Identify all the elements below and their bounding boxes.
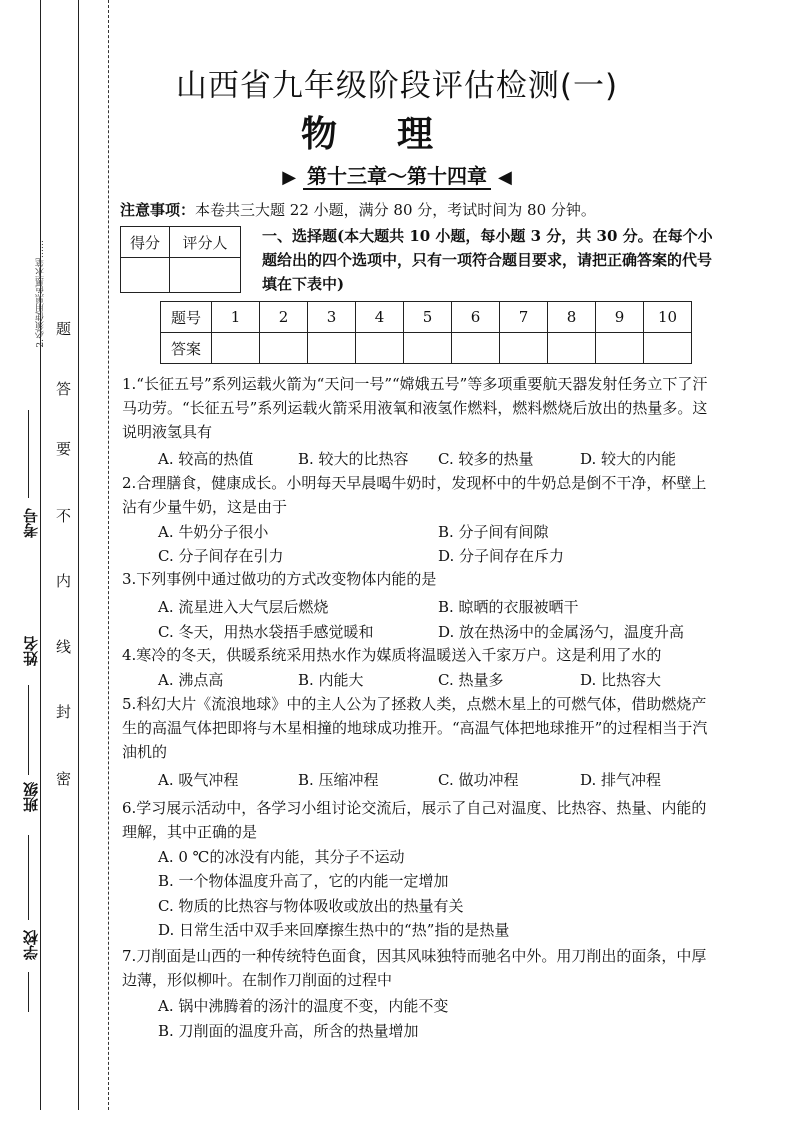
question-2-stem: 2.合理膳食，健康成长。小明每天早晨喝牛奶时，发现杯中的牛奶总是倒不干净，杯壁上沾有少量牛奶，这是由于 xyxy=(122,474,707,516)
question-4-option-d: D. 比热容大 xyxy=(580,671,662,689)
chapter-text: 第十三章～第十四章 xyxy=(303,164,491,190)
question-5-option-d: D. 排气冲程 xyxy=(580,771,662,789)
subject-title: 物理 xyxy=(300,114,493,155)
school-line[interactable] xyxy=(28,972,29,1012)
question-1-stem: 1.“长征五号”系列运载火箭为“天问一号”“嫦娥五号”等多项重要航天器发射任务立下了汗马功劳。“长征五号”系列运载火箭采用液氧和液氢作燃料，燃料燃烧后放出的热量多。这说明液氢具有 xyxy=(122,375,708,441)
seal-char: 线 xyxy=(56,638,72,656)
question-5-option-a: A. 吸气冲程 xyxy=(158,771,239,789)
grader-header: 评分人 xyxy=(170,227,241,258)
question-4-option-a: A. 沸点高 xyxy=(158,671,224,689)
question-number: 6 xyxy=(452,302,500,333)
seal-char: 答 xyxy=(56,380,72,398)
field-label-school: 学校 xyxy=(22,930,40,960)
seal-char: 封 xyxy=(56,703,72,721)
answer-cell[interactable] xyxy=(644,333,692,364)
question-7-option-a: A. 锅中沸腾着的汤汁的温度不变，内能不变 xyxy=(158,997,449,1015)
exam-title: 山西省九年级阶段评估检测(一) xyxy=(175,68,619,104)
seal-char: 要 xyxy=(56,440,72,458)
question-3-stem: 3.下列事例中通过做功的方式改变物体内能的是 xyxy=(122,570,437,588)
question-1-option-d: D. 较大的内能 xyxy=(580,450,677,468)
exam-number-line[interactable] xyxy=(28,410,29,498)
question-2-option-d: D. 分子间存在斥力 xyxy=(438,547,565,565)
question-1-option-b: B. 较大的比热容 xyxy=(298,450,409,468)
question-2-option-c: C. 分子间存在引力 xyxy=(158,547,284,565)
answer-cell[interactable] xyxy=(356,333,404,364)
answer-cell[interactable] xyxy=(308,333,356,364)
question-1-option-a: A. 较高的热值 xyxy=(158,450,254,468)
answer-table xyxy=(160,301,692,364)
chapter-right-marker: ◀ xyxy=(497,167,512,188)
question-5-option-b: B. 压缩冲程 xyxy=(298,771,379,789)
question-4-stem: 4.寒冷的冬天，供暖系统采用热水作为媒质将温暖送入千家万户。这是利用了水的 xyxy=(122,646,662,664)
seal-char: 密 xyxy=(56,770,72,788)
margin-instruction-note: 2.必须使用黑色墨水笔…… xyxy=(36,240,46,348)
question-6-stem: 6.学习展示活动中，各学习小组讨论交流后，展示了自己对温度、比热容、热量、内能的理解，其中正确的是 xyxy=(122,799,707,841)
question-number: 2 xyxy=(260,302,308,333)
question-number: 5 xyxy=(404,302,452,333)
class-line[interactable] xyxy=(28,835,29,920)
question-4-option-c: C. 热量多 xyxy=(438,671,504,689)
notice-label: 注意事项： xyxy=(120,201,196,219)
answer-cell[interactable] xyxy=(548,333,596,364)
exam-notice xyxy=(120,199,596,220)
chapter-left-marker: ▶ xyxy=(282,167,297,188)
question-number: 9 xyxy=(596,302,644,333)
chapter-range xyxy=(0,160,794,189)
question-3-option-b: B. 晾晒的衣服被晒干 xyxy=(438,598,579,616)
notice-text: 本卷共三大题 22 小题，满分 80 分，考试时间为 80 分钟。 xyxy=(195,201,596,219)
question-number: 7 xyxy=(500,302,548,333)
field-label-exam-number: 考号 xyxy=(22,508,40,538)
question-6-option-d: D. 日常生活中双手来回摩擦生热中的“热”指的是热量 xyxy=(158,921,510,939)
answer-cell[interactable] xyxy=(404,333,452,364)
question-6-option-b: B. 一个物体温度升高了，它的内能一定增加 xyxy=(158,872,449,890)
question-number-label: 题号 xyxy=(161,302,212,333)
score-cell[interactable] xyxy=(121,258,170,293)
question-number: 8 xyxy=(548,302,596,333)
question-6-option-c: C. 物质的比热容与物体吸收或放出的热量有关 xyxy=(158,897,464,915)
answer-label: 答案 xyxy=(161,333,212,364)
question-7-option-b: B. 刀削面的温度升高，所含的热量增加 xyxy=(158,1022,419,1040)
seal-char: 题 xyxy=(56,320,72,338)
question-4-option-b: B. 内能大 xyxy=(298,671,364,689)
question-number: 1 xyxy=(212,302,260,333)
score-header: 得分 xyxy=(121,227,170,258)
question-3-option-d: D. 放在热汤中的金属汤勺，温度升高 xyxy=(438,623,685,641)
answer-cell[interactable] xyxy=(260,333,308,364)
question-3-option-a: A. 流星进入大气层后燃烧 xyxy=(158,598,329,616)
question-3-option-c: C. 冬天，用热水袋捂手感觉暖和 xyxy=(158,623,374,641)
question-number: 10 xyxy=(644,302,692,333)
score-box xyxy=(120,226,241,293)
question-number: 3 xyxy=(308,302,356,333)
seal-char: 内 xyxy=(56,572,72,590)
grader-cell[interactable] xyxy=(170,258,241,293)
answer-cell[interactable] xyxy=(596,333,644,364)
name-line[interactable] xyxy=(28,685,29,775)
seal-char: 不 xyxy=(56,507,72,525)
question-2-option-a: A. 牛奶分子很小 xyxy=(158,523,269,541)
answer-cell[interactable] xyxy=(500,333,548,364)
question-2-option-b: B. 分子间有间隙 xyxy=(438,523,549,541)
question-5-stem: 5.科幻大片《流浪地球》中的主人公为了拯救人类，点燃木星上的可燃气体，借助燃烧产生的高温气体把即将与木星相撞的地球成功推开。“高温气体把地球推开”的过程相当于汽油机的 xyxy=(122,695,708,761)
question-6-option-a: A. 0 ℃的冰没有内能，其分子不运动 xyxy=(158,848,405,866)
question-5-option-c: C. 做功冲程 xyxy=(438,771,519,789)
field-label-name: 姓名 xyxy=(22,636,40,666)
question-1-option-c: C. 较多的热量 xyxy=(438,450,534,468)
field-label-class: 班级 xyxy=(22,782,40,812)
section-1-heading: 一、选择题(本大题共 10 小题，每小题 3 分，共 30 分。在每个小题给出的四个选项中，只有一项符合题目要求，请把正确答案的代号填在下表中) xyxy=(262,227,713,293)
question-7-stem: 7.刀削面是山西的一种传统特色面食，因其风味独特而驰名中外。用刀削出的面条，中厚边薄，形似柳叶。在制作刀削面的过程中 xyxy=(122,947,707,989)
answer-cell[interactable] xyxy=(452,333,500,364)
question-number: 4 xyxy=(356,302,404,333)
answer-cell[interactable] xyxy=(212,333,260,364)
